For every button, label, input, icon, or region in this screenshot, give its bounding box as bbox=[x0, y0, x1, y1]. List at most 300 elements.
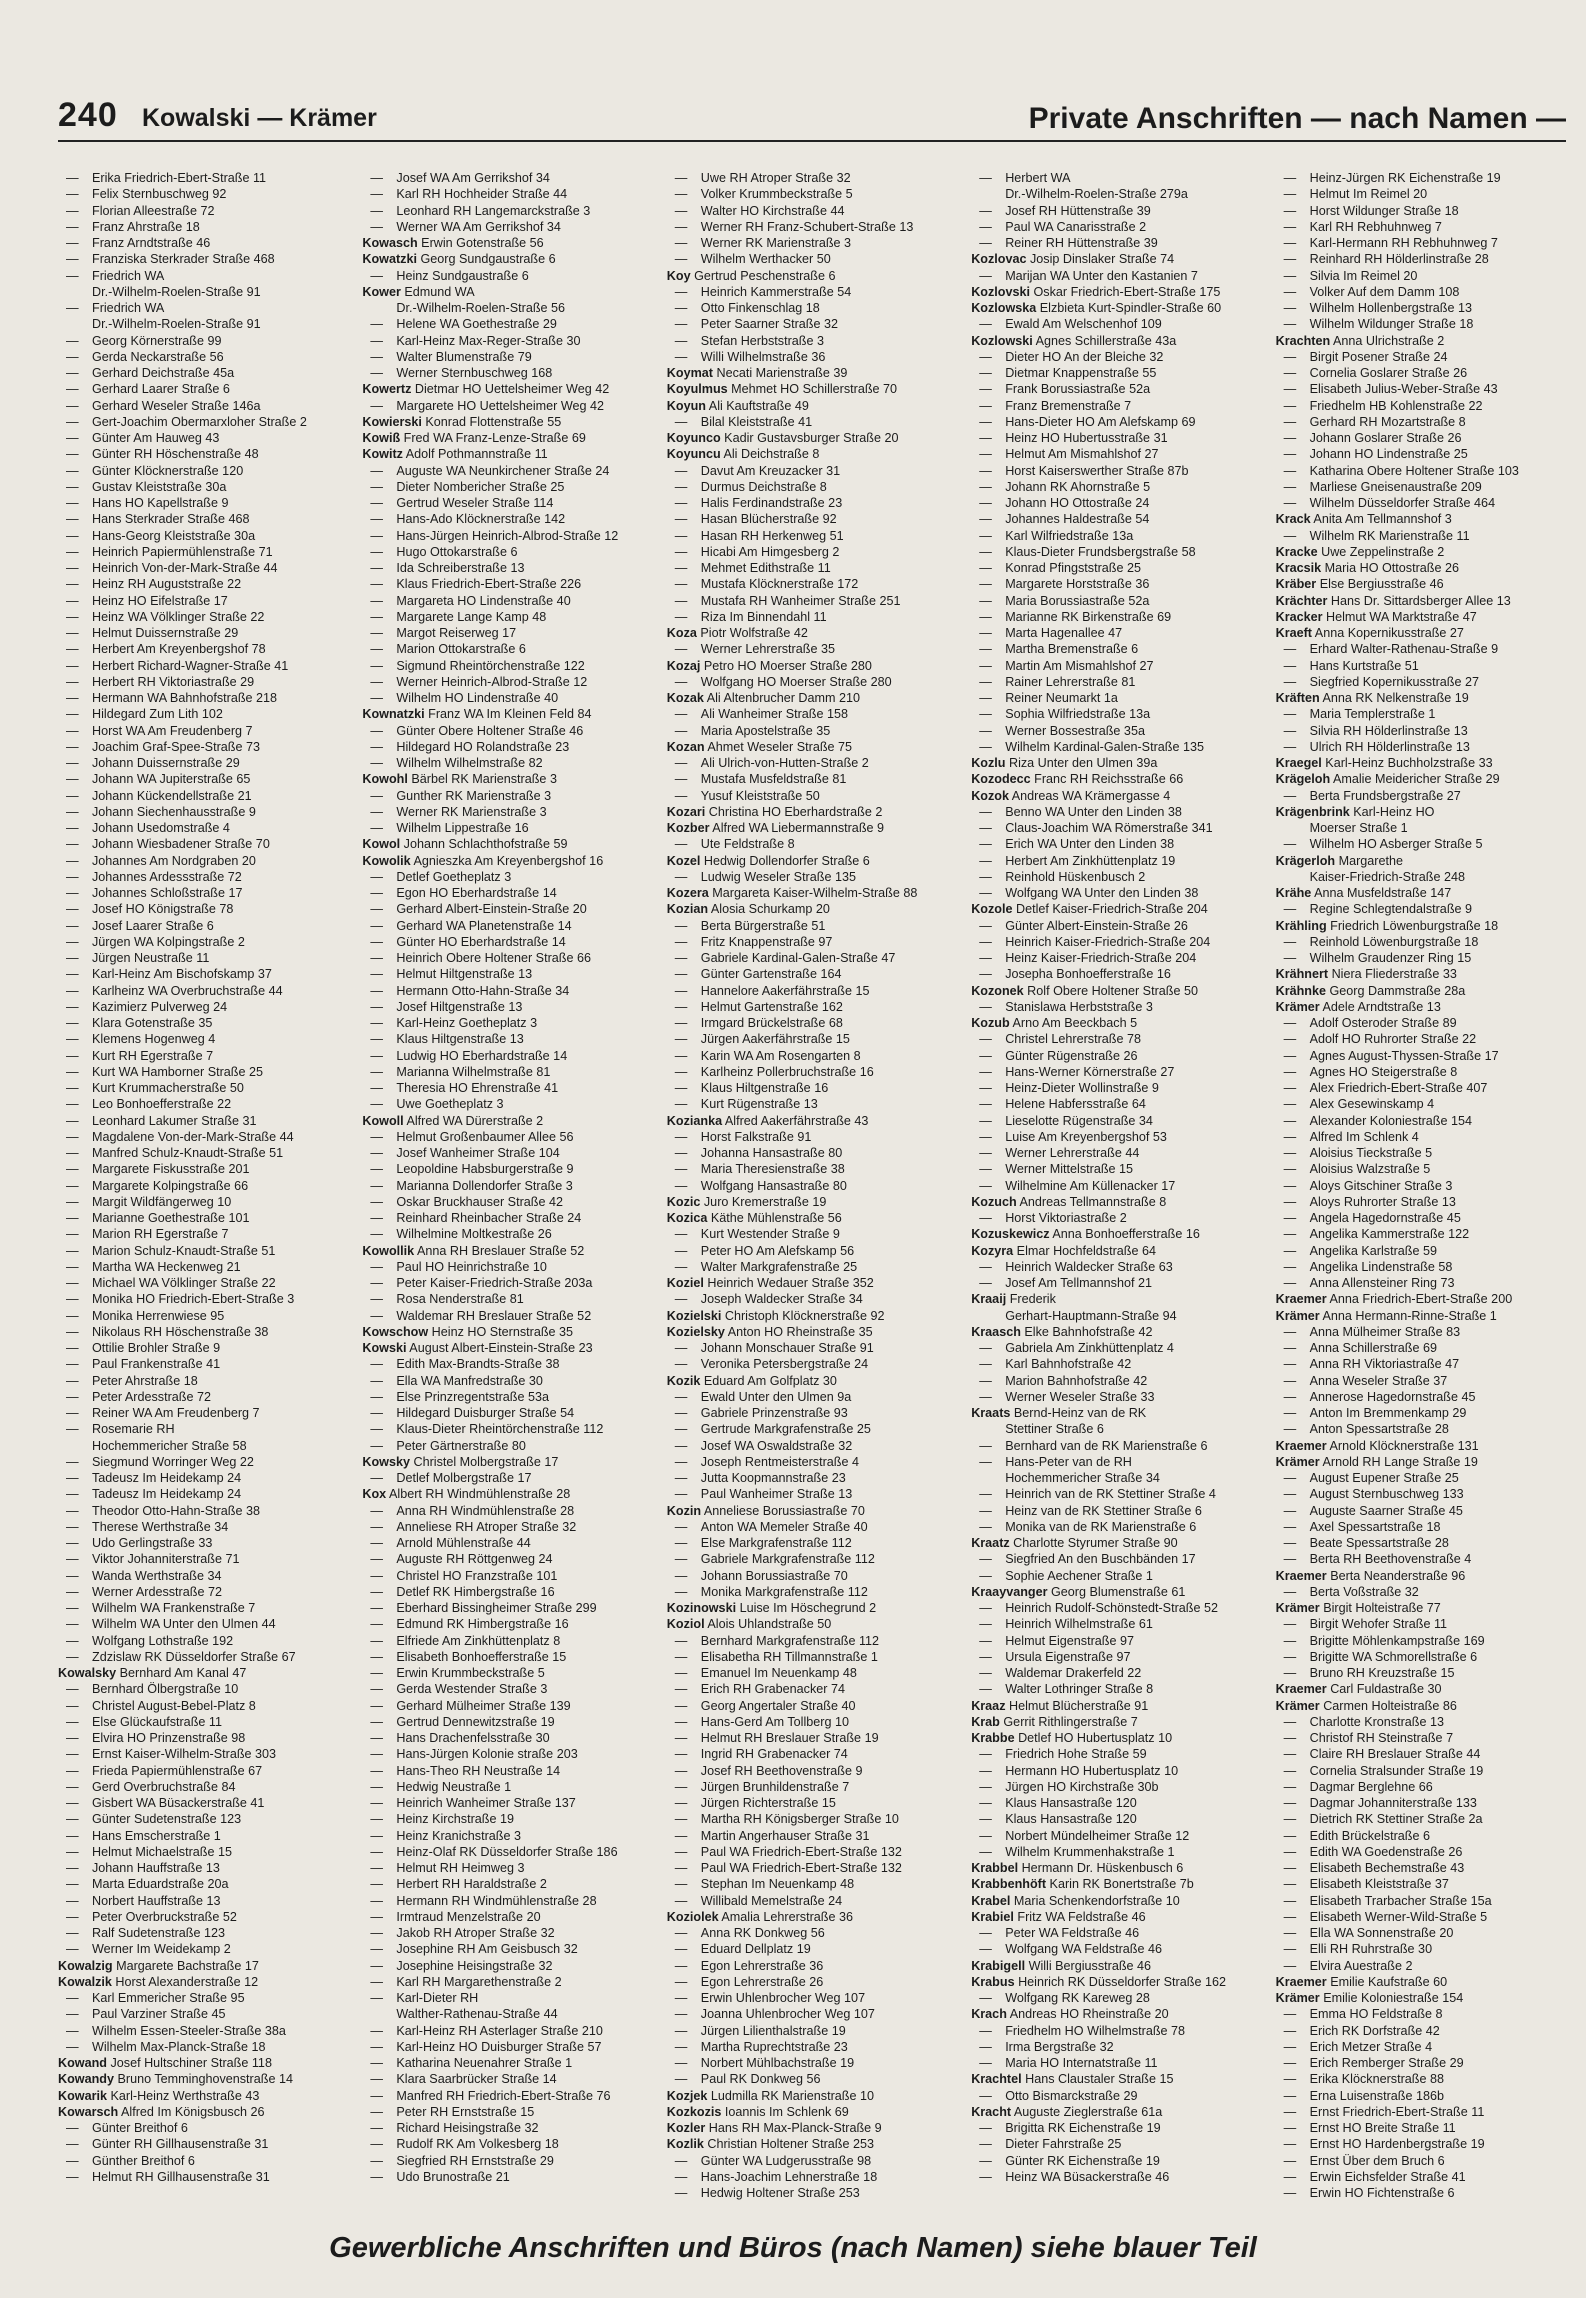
dash-marker: — bbox=[1283, 1731, 1297, 1745]
surname: Kraaz bbox=[971, 1698, 1006, 1713]
dash-marker: — bbox=[66, 1243, 79, 1258]
directory-entry bbox=[362, 479, 652, 495]
entry-text: Kurt WA Hamborner Straße 25 bbox=[92, 1064, 264, 1079]
directory-entry bbox=[58, 1519, 348, 1535]
entry-details: Adele Arndtstraße 13 bbox=[1319, 999, 1441, 1014]
entry-text: Ludwig HO Eberhardstraße 14 bbox=[396, 1048, 568, 1063]
entry-continuation: Moerser Straße 1 bbox=[1309, 821, 1408, 835]
directory-entry bbox=[1276, 1811, 1566, 1827]
entry-text: Johann Usedomstraße 4 bbox=[92, 821, 230, 835]
entry-text: Werner RK Marienstraße 3 bbox=[396, 804, 547, 819]
dash-marker: — bbox=[979, 2056, 992, 2070]
surname-entry bbox=[667, 268, 957, 284]
dash-marker: — bbox=[674, 2023, 688, 2038]
entry-text: Zdzislaw RK Düsseldorfer Straße 67 bbox=[92, 1649, 296, 1664]
dash-marker: — bbox=[66, 1633, 79, 1648]
directory-entry bbox=[971, 1389, 1261, 1405]
entry-text: Walter Lothringer Straße 8 bbox=[1005, 1682, 1154, 1697]
dash-marker: — bbox=[674, 1406, 688, 1420]
directory-entry bbox=[667, 1454, 957, 1470]
entry-text: Sophie Aechener Straße 1 bbox=[1005, 1568, 1153, 1583]
dash-marker: — bbox=[1283, 1097, 1297, 1112]
directory-entry bbox=[362, 1893, 652, 1909]
entry-text: Wilhelm Krummenhakstraße 1 bbox=[1005, 1844, 1175, 1859]
directory-entry bbox=[667, 1698, 957, 1714]
entry-text: Günter WA Ludgerusstraße 98 bbox=[700, 2153, 872, 2168]
directory-entry bbox=[971, 1178, 1261, 1194]
entry-text: Günter Gartenstraße 164 bbox=[700, 967, 842, 982]
entry-text: August Sternbuschweg 133 bbox=[1309, 1487, 1464, 1502]
dash-marker: — bbox=[370, 1958, 383, 1973]
directory-entry bbox=[667, 999, 957, 1015]
directory-entry bbox=[971, 950, 1261, 966]
entry-text: Wilhelm WA Unter den Ulmen 44 bbox=[92, 1617, 276, 1632]
entry-details: Ali Altenbrucher Damm 210 bbox=[703, 691, 860, 705]
directory-entry bbox=[58, 901, 348, 917]
directory-entry bbox=[362, 1649, 652, 1665]
dash-marker: — bbox=[370, 1584, 383, 1599]
dash-marker: — bbox=[979, 2023, 992, 2038]
entry-text: Anna RK Donkweg 56 bbox=[700, 1926, 825, 1940]
surname: Kraemer bbox=[1275, 1974, 1327, 1989]
entry-text: Hasan Blücherstraße 92 bbox=[700, 512, 837, 527]
surname-entry bbox=[362, 284, 652, 300]
directory-entry bbox=[58, 1226, 348, 1242]
surname-entry bbox=[971, 1405, 1261, 1421]
surname: Kozianka bbox=[666, 1113, 723, 1128]
dash-marker: — bbox=[979, 1649, 992, 1664]
surname: Krabiel bbox=[971, 1909, 1014, 1924]
dash-marker: — bbox=[370, 1666, 383, 1680]
directory-entry bbox=[58, 1145, 348, 1161]
dash-marker: — bbox=[1283, 2137, 1297, 2152]
entry-details: Arnold RH Lange Straße 19 bbox=[1319, 1454, 1478, 1469]
directory-entry bbox=[1276, 1860, 1566, 1876]
directory-entry bbox=[362, 1015, 652, 1031]
entry-text: Wilhelm HO Lindenstraße 40 bbox=[396, 691, 559, 705]
entry-text: Wilhelm Max-Planck-Straße 18 bbox=[92, 2039, 266, 2054]
directory-entry bbox=[1276, 1893, 1566, 1909]
dash-marker: — bbox=[979, 1113, 992, 1128]
directory-entry bbox=[971, 1064, 1261, 1080]
entry-details: Karl-Heinz Buchholzstraße 33 bbox=[1321, 756, 1493, 770]
entry-text: Johann RK Ahornstraße 5 bbox=[1005, 479, 1151, 494]
directory-entry bbox=[667, 170, 957, 186]
dash-marker: — bbox=[674, 593, 688, 608]
surname-entry bbox=[1276, 918, 1566, 934]
entry-text: Kurt Rügenstraße 13 bbox=[700, 1097, 818, 1112]
entry-text: Erwin Uhlenbrocher Weg 107 bbox=[700, 1991, 866, 2005]
entry-text: Horst WA Am Freudenberg 7 bbox=[92, 723, 253, 738]
directory-entry bbox=[667, 2185, 957, 2201]
entry-text: Gerda Westender Straße 3 bbox=[396, 1682, 548, 1697]
entry-details: Agnieszka Am Kreyenbergshof 16 bbox=[410, 853, 604, 868]
entry-details: Franc RH Reichsstraße 66 bbox=[1030, 772, 1184, 787]
dash-marker: — bbox=[1283, 2104, 1297, 2119]
surname: Kracker bbox=[1275, 609, 1323, 624]
directory-entry bbox=[971, 2039, 1261, 2055]
directory-entry bbox=[58, 934, 348, 950]
directory-entry bbox=[1276, 251, 1566, 267]
dash-marker: — bbox=[66, 902, 79, 917]
dash-marker: — bbox=[674, 1536, 688, 1550]
directory-entry bbox=[667, 771, 957, 787]
entry-text: Willibald Memelstraße 24 bbox=[700, 1893, 843, 1908]
entry-text: Klaus-Dieter Rheintörchenstraße 112 bbox=[396, 1422, 604, 1437]
directory-entry bbox=[971, 365, 1261, 381]
directory-entry bbox=[58, 1551, 348, 1567]
entry-text: Wilhelm Lippestraße 16 bbox=[396, 821, 529, 835]
dash-marker: — bbox=[1283, 1129, 1297, 1144]
dash-marker: — bbox=[1283, 2169, 1297, 2184]
dash-marker: — bbox=[370, 691, 383, 705]
dash-marker: — bbox=[370, 1081, 383, 1095]
entry-details: Friedrich Löwenburgstraße 18 bbox=[1326, 918, 1499, 933]
surname: Kozuch bbox=[971, 1194, 1017, 1209]
dash-marker: — bbox=[979, 1942, 992, 1957]
dash-marker: — bbox=[979, 561, 992, 575]
dash-marker: — bbox=[370, 1194, 383, 1209]
directory-entry bbox=[971, 1129, 1261, 1145]
directory-entry bbox=[362, 658, 652, 674]
directory-entry bbox=[58, 1811, 348, 1827]
dash-marker: — bbox=[979, 398, 992, 413]
entry-text: Udo Brunostraße 21 bbox=[396, 2169, 510, 2184]
directory-entry bbox=[1276, 1746, 1566, 1762]
dash-marker: — bbox=[370, 2153, 383, 2168]
dash-marker: — bbox=[66, 1259, 79, 1274]
directory-entry bbox=[58, 804, 348, 820]
directory-entry bbox=[667, 1519, 957, 1535]
dash-marker: — bbox=[674, 284, 688, 299]
directory-entry bbox=[1276, 2153, 1566, 2169]
directory-entry bbox=[362, 365, 652, 381]
dash-marker: — bbox=[1283, 317, 1297, 332]
directory-entry bbox=[971, 1340, 1261, 1356]
directory-entry bbox=[1276, 1941, 1566, 1957]
dash-marker: — bbox=[66, 804, 79, 819]
surname-entry bbox=[1276, 511, 1566, 527]
surname: Krähnert bbox=[1275, 967, 1329, 982]
directory-entry bbox=[1276, 1324, 1566, 1340]
directory-entry bbox=[362, 2169, 652, 2185]
directory-entry bbox=[1276, 1876, 1566, 1892]
dash-marker: — bbox=[370, 1796, 383, 1810]
dash-marker: — bbox=[674, 1844, 688, 1859]
dash-marker: — bbox=[674, 1779, 688, 1794]
dash-marker: — bbox=[1283, 1893, 1297, 1908]
entry-text: Eduard Dellplatz 19 bbox=[700, 1942, 811, 1957]
entry-text: Anna RH Viktoriastraße 47 bbox=[1309, 1357, 1460, 1372]
surname-entry bbox=[667, 430, 957, 446]
entry-text: Gerhard Laarer Straße 6 bbox=[92, 382, 230, 397]
entry-text: Rudolf RK Am Volkesberg 18 bbox=[396, 2137, 559, 2152]
directory-entry bbox=[58, 771, 348, 787]
entry-text: Reinhard RH Hölderlinstraße 28 bbox=[1309, 252, 1489, 267]
directory-entry bbox=[1276, 1828, 1566, 1844]
directory-entry bbox=[58, 1340, 348, 1356]
dash-marker: — bbox=[66, 1942, 79, 1957]
entry-text: Alex Friedrich-Ebert-Straße 407 bbox=[1309, 1081, 1488, 1095]
entry-text: Günter Albert-Einstein-Straße 26 bbox=[1005, 918, 1188, 933]
entry-text: Hans Kurtstraße 51 bbox=[1309, 658, 1419, 673]
entry-text: Helmut Hiltgenstraße 13 bbox=[396, 967, 533, 982]
dash-marker: — bbox=[370, 1942, 383, 1957]
surname: Koyun bbox=[666, 398, 706, 413]
entry-text: Emanuel Im Neuenkamp 48 bbox=[700, 1666, 857, 1680]
surname: Krämer bbox=[1275, 1308, 1320, 1323]
entry-details: August Albert-Einstein-Straße 23 bbox=[406, 1341, 593, 1355]
entry-text: Peter Kaiser-Friedrich-Straße 203a bbox=[396, 1276, 593, 1290]
directory-entry bbox=[58, 1275, 348, 1291]
entry-details: Anna Bonhoefferstraße 16 bbox=[1049, 1227, 1200, 1242]
directory-entry bbox=[362, 950, 652, 966]
dash-marker: — bbox=[1283, 1048, 1297, 1063]
entry-text: Uwe Goetheplatz 3 bbox=[396, 1097, 504, 1112]
dash-marker: — bbox=[979, 447, 992, 462]
entry-text: Werner Bossestraße 35a bbox=[1005, 723, 1145, 738]
dash-marker: — bbox=[979, 1341, 992, 1355]
entry-text: Johann Borussiastraße 70 bbox=[700, 1568, 848, 1583]
surname: Kozjek bbox=[666, 2088, 708, 2103]
dash-marker: — bbox=[370, 1633, 383, 1648]
dash-marker: — bbox=[370, 2137, 383, 2152]
entry-details: Hedwig Dollendorfer Straße 6 bbox=[700, 853, 870, 868]
directory-entry bbox=[362, 2104, 652, 2120]
directory-entry bbox=[971, 1486, 1261, 1502]
entry-text: Franziska Sterkrader Straße 468 bbox=[92, 252, 275, 267]
dash-marker: — bbox=[66, 609, 79, 624]
entry-text: Margarete HO Uettelsheimer Weg 42 bbox=[396, 398, 605, 413]
dash-marker: — bbox=[66, 1389, 79, 1404]
entry-details: Bernhard Am Kanal 47 bbox=[116, 1666, 247, 1680]
directory-entry bbox=[362, 885, 652, 901]
directory-entry bbox=[1276, 300, 1566, 316]
dash-marker: — bbox=[1283, 1194, 1297, 1209]
surname: Kozlowska bbox=[971, 301, 1037, 315]
directory-entry bbox=[1276, 1210, 1566, 1226]
dash-marker: — bbox=[674, 837, 688, 852]
directory-entry bbox=[667, 1291, 957, 1307]
dash-marker: — bbox=[1283, 1146, 1297, 1160]
directory-entry bbox=[1276, 658, 1566, 674]
entry-text: Erich RK Dorfstraße 42 bbox=[1309, 2023, 1440, 2038]
entry-text: Wilhelm RK Marienstraße 11 bbox=[1309, 528, 1470, 543]
entry-details: Anna RK Nelkenstraße 19 bbox=[1319, 691, 1469, 705]
surname: Kozlovski bbox=[971, 284, 1030, 299]
directory-entry bbox=[667, 950, 957, 966]
entry-text: Peter RH Ernststraße 15 bbox=[396, 2104, 535, 2119]
directory-entry bbox=[58, 333, 348, 349]
directory-entry bbox=[362, 1259, 652, 1275]
dash-marker: — bbox=[370, 333, 383, 348]
dash-marker: — bbox=[370, 1552, 383, 1567]
surname-entry bbox=[971, 1893, 1261, 1909]
directory-entry bbox=[362, 1681, 652, 1697]
entry-continuation: Walther-Rathenau-Straße 44 bbox=[396, 2007, 558, 2022]
entry-text: Ute Feldstraße 8 bbox=[700, 837, 795, 852]
directory-entry bbox=[667, 1145, 957, 1161]
dash-marker: — bbox=[674, 869, 688, 884]
surname: Koziel bbox=[666, 1276, 704, 1290]
directory-entry bbox=[362, 268, 652, 284]
directory-entry bbox=[971, 820, 1261, 836]
dash-marker: — bbox=[1283, 1162, 1297, 1177]
entry-text: Gert-Joachim Obermarxloher Straße 2 bbox=[92, 414, 307, 429]
surname: Koyunco bbox=[666, 431, 721, 445]
surname: Kozic bbox=[666, 1194, 701, 1209]
directory-entry bbox=[1276, 1421, 1566, 1437]
entry-text: Rainer Lehrerstraße 81 bbox=[1005, 674, 1136, 689]
entry-text: Martin Am Mismahlshof 27 bbox=[1005, 658, 1154, 673]
dash-marker: — bbox=[674, 1048, 688, 1063]
dash-marker: — bbox=[370, 1292, 383, 1307]
entry-text: Günter Klöcknerstraße 120 bbox=[92, 463, 244, 478]
entry-text: Heinz Kranichstraße 3 bbox=[396, 1828, 521, 1843]
entry-text: Elisabeth Julius-Weber-Straße 43 bbox=[1309, 382, 1498, 397]
dash-marker: — bbox=[66, 723, 79, 738]
directory-entry bbox=[1276, 1015, 1566, 1031]
directory-entry bbox=[362, 2023, 652, 2039]
directory-entry bbox=[667, 966, 957, 982]
entry-text: Wolfgang WA Unter den Linden 38 bbox=[1005, 886, 1199, 900]
entry-text: Katharina Neuenahrer Straße 1 bbox=[396, 2056, 573, 2070]
directory-entry bbox=[362, 625, 652, 641]
dash-marker: — bbox=[979, 1146, 992, 1160]
entry-text: Johann Hauffstraße 13 bbox=[92, 1861, 220, 1875]
directory-entry bbox=[667, 1844, 957, 1860]
surname: Kowalsky bbox=[58, 1666, 117, 1680]
surname: Kozica bbox=[666, 1211, 708, 1225]
directory-entry bbox=[362, 1795, 652, 1811]
directory-entry bbox=[362, 609, 652, 625]
entry-details: Niera Fliederstraße 33 bbox=[1328, 967, 1457, 982]
dash-marker: — bbox=[66, 2039, 79, 2054]
surname-entry bbox=[667, 885, 957, 901]
entry-text: Dagmar Johanniterstraße 133 bbox=[1309, 1796, 1477, 1810]
dash-marker: — bbox=[979, 999, 992, 1014]
dash-marker: — bbox=[1283, 2039, 1297, 2054]
surname-entry bbox=[971, 2071, 1261, 2087]
entry-text: Dieter Fahrstraße 25 bbox=[1005, 2137, 1122, 2152]
dash-marker: — bbox=[979, 869, 992, 884]
dash-marker: — bbox=[66, 349, 79, 364]
surname: Krab bbox=[971, 1714, 1000, 1729]
entry-details: Ludmilla RK Marienstraße 10 bbox=[707, 2088, 874, 2103]
entry-text: Hans-Gerd Am Tollberg 10 bbox=[700, 1714, 849, 1729]
directory-entry bbox=[1276, 1340, 1566, 1356]
directory-entry bbox=[667, 186, 957, 202]
directory-entry bbox=[58, 495, 348, 511]
entry-details: Ali Deichstraße 8 bbox=[720, 447, 820, 462]
directory-entry bbox=[667, 1535, 957, 1551]
directory-entry bbox=[362, 1275, 652, 1291]
entry-text: Peter WA Feldstraße 46 bbox=[1005, 1926, 1140, 1940]
directory-entry bbox=[58, 268, 348, 284]
dash-marker: — bbox=[370, 2088, 383, 2103]
entry-text: Paul WA Friedrich-Ebert-Straße 132 bbox=[700, 1861, 902, 1875]
dash-marker: — bbox=[1283, 252, 1297, 267]
surname: Krack bbox=[1275, 512, 1311, 527]
entry-details: Ali Kauftstraße 49 bbox=[705, 398, 809, 413]
surname-entry bbox=[971, 1876, 1261, 1892]
entry-text: Karlheinz Pollerbruchstraße 16 bbox=[700, 1064, 874, 1079]
entry-text: Hans-Georg Kleiststraße 30a bbox=[92, 528, 256, 543]
dash-marker: — bbox=[66, 1129, 79, 1144]
entry-continuation: Kaiser-Friedrich-Straße 248 bbox=[1309, 869, 1465, 884]
dash-marker: — bbox=[1283, 463, 1297, 478]
directory-entry bbox=[971, 641, 1261, 657]
entry-text: Friedhelm HO Wilhelmstraße 78 bbox=[1005, 2023, 1186, 2038]
entry-details: Christoph Klöcknerstraße 92 bbox=[721, 1308, 885, 1323]
directory-entry bbox=[1276, 1958, 1566, 1974]
dash-marker: — bbox=[979, 382, 992, 397]
directory-entry bbox=[1276, 1486, 1566, 1502]
directory-entry bbox=[58, 1129, 348, 1145]
dash-marker: — bbox=[979, 2088, 992, 2103]
dash-marker: — bbox=[1283, 2056, 1297, 2070]
directory-entry bbox=[58, 170, 348, 186]
dash-marker: — bbox=[674, 1649, 688, 1664]
dash-marker: — bbox=[979, 593, 992, 608]
entry-text: Martha Bremenstraße 6 bbox=[1005, 642, 1139, 657]
directory-entry bbox=[667, 1064, 957, 1080]
directory-entry bbox=[58, 885, 348, 901]
entry-text: Tadeusz Im Heidekamp 24 bbox=[92, 1487, 242, 1502]
directory-entry bbox=[667, 333, 957, 349]
directory-entry bbox=[1276, 2104, 1566, 2120]
entry-details: Hans Claustaler Straße 15 bbox=[1021, 2072, 1174, 2087]
entry-text: Adolf Osteroder Straße 89 bbox=[1309, 1016, 1457, 1030]
directory-entry bbox=[58, 511, 348, 527]
surname: Kraemer bbox=[1275, 1568, 1327, 1583]
directory-entry bbox=[362, 1844, 652, 1860]
directory-entry bbox=[58, 1064, 348, 1080]
directory-entry bbox=[1276, 1649, 1566, 1665]
directory-entry bbox=[362, 1568, 652, 1584]
dash-marker: — bbox=[674, 1796, 688, 1810]
surname-entry bbox=[971, 1194, 1261, 1210]
directory-entry bbox=[971, 1259, 1261, 1275]
directory-entry bbox=[362, 1470, 652, 1486]
surname: Kraasch bbox=[971, 1324, 1021, 1339]
entry-details: Andreas HO Rheinstraße 20 bbox=[1006, 2007, 1169, 2022]
directory-entry bbox=[971, 1275, 1261, 1291]
entry-text: Johannes Schloßstraße 17 bbox=[92, 886, 243, 900]
directory-entry bbox=[971, 1941, 1261, 1957]
entry-text: Luise Am Kreyenbergshof 53 bbox=[1005, 1129, 1167, 1144]
entry-text: Hans HO Kapellstraße 9 bbox=[92, 496, 229, 510]
surname-entry bbox=[667, 2120, 957, 2136]
dash-marker: — bbox=[979, 349, 992, 364]
dash-marker: — bbox=[674, 1487, 688, 1502]
dash-marker: — bbox=[66, 1731, 79, 1745]
surname-entry bbox=[58, 1974, 348, 1990]
dash-marker: — bbox=[1283, 2072, 1297, 2087]
dash-marker: — bbox=[674, 512, 688, 527]
directory-entry bbox=[1276, 1665, 1566, 1681]
dash-marker: — bbox=[1283, 1617, 1297, 1632]
dash-marker: — bbox=[1283, 739, 1297, 754]
entry-text: Hans Emscherstraße 1 bbox=[92, 1828, 221, 1843]
dash-marker: — bbox=[674, 1584, 688, 1599]
directory-entry bbox=[58, 1486, 348, 1502]
directory-entry bbox=[58, 1698, 348, 1714]
directory-entry bbox=[362, 1616, 652, 1632]
directory-entry bbox=[58, 1194, 348, 1210]
directory-entry bbox=[667, 755, 957, 771]
entry-text: Christel Lehrerstraße 78 bbox=[1005, 1032, 1141, 1047]
